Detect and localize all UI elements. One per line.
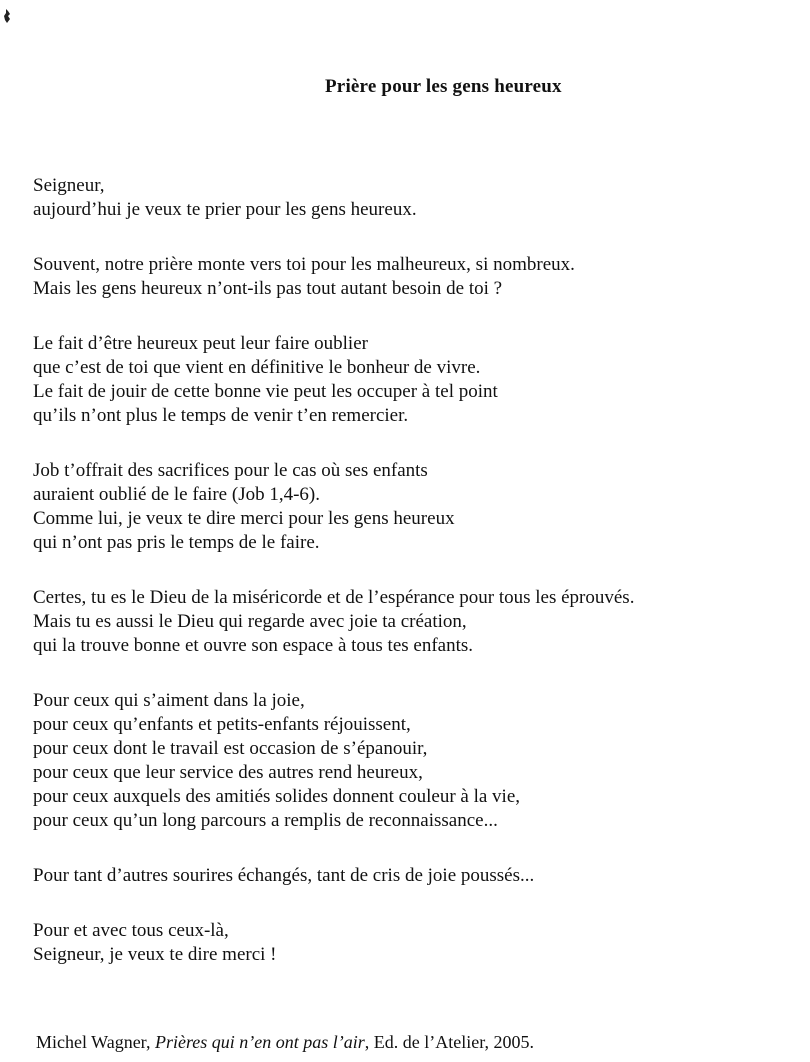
poem-line: auraient oublié de le faire (Job 1,4-6).	[33, 484, 320, 505]
stanza	[33, 919, 803, 967]
poem-line: pour ceux qu’enfants et petits-enfants réjouissent,	[33, 714, 411, 735]
poem-line: pour ceux auxquels des amitiés solides donnent couleur à la vie,	[33, 786, 521, 807]
stanza	[33, 864, 803, 888]
poem-line: Souvent, notre prière monte vers toi pour les malheureux, si nombreux.	[33, 254, 575, 275]
poem-line: Job t’offrait des sacrifices pour le cas où ses enfants	[33, 460, 428, 481]
poem-line: Le fait de jouir de cette bonne vie peut les occuper à tel point	[33, 381, 498, 402]
poem-line: Pour tant d’autres sourires échangés, tant de cris de joie poussés...	[33, 865, 535, 886]
poem-line: aujourd’hui je veux te prier pour les gens heureux.	[33, 199, 417, 220]
citation	[36, 1032, 534, 1053]
poem-line: Seigneur, je veux te dire merci !	[33, 944, 277, 965]
poem-line: que c’est de toi que vient en définitive le bonheur de vivre.	[33, 357, 481, 378]
citation-author: Michel Wagner	[36, 1032, 146, 1052]
stanza	[33, 586, 803, 658]
poem-line: qui la trouve bonne et ouvre son espace à tous tes enfants.	[33, 635, 474, 656]
stanza	[33, 253, 803, 301]
citation-separator: ,	[145, 1032, 155, 1052]
poem-line: Comme lui, je veux te dire merci pour les gens heureux	[33, 508, 455, 529]
poem-line: Pour ceux qui s’aiment dans la joie,	[33, 690, 305, 711]
stanza	[33, 689, 803, 833]
poem-line: Seigneur,	[33, 175, 105, 196]
poem-line: Mais tu es aussi le Dieu qui regarde avec joie ta création,	[33, 611, 467, 632]
poem-line: Mais les gens heureux n’ont-ils pas tout autant besoin de toi ?	[33, 278, 503, 299]
poem-line: qu’ils n’ont plus le temps de venir t’en remercier.	[33, 405, 409, 426]
poem-line: pour ceux qu’un long parcours a remplis de reconnaissance...	[33, 810, 498, 831]
poem-title: Prière pour les gens heureux	[325, 76, 562, 97]
poem-body	[33, 174, 803, 998]
stanza	[33, 459, 803, 555]
poem-line: Pour et avec tous ceux-là,	[33, 920, 229, 941]
stanza	[33, 174, 803, 222]
poem-line: Certes, tu es le Dieu de la miséricorde et de l’espérance pour tous les éprouvés.	[33, 587, 635, 608]
citation-book-title: Prières qui n’en ont pas l’air	[154, 1032, 365, 1052]
stanza	[33, 332, 803, 428]
poem-line: qui n’ont pas pris le temps de le faire.	[33, 532, 320, 553]
citation-publisher: , Ed. de l’Atelier, 2005.	[364, 1032, 535, 1052]
poem-line: pour ceux que leur service des autres rend heureux,	[33, 762, 423, 783]
poem-line: pour ceux dont le travail est occasion de s’épanouir,	[33, 738, 428, 759]
scan-speck-mark	[3, 8, 11, 22]
poem-line: Le fait d’être heureux peut leur faire oublier	[33, 333, 368, 354]
